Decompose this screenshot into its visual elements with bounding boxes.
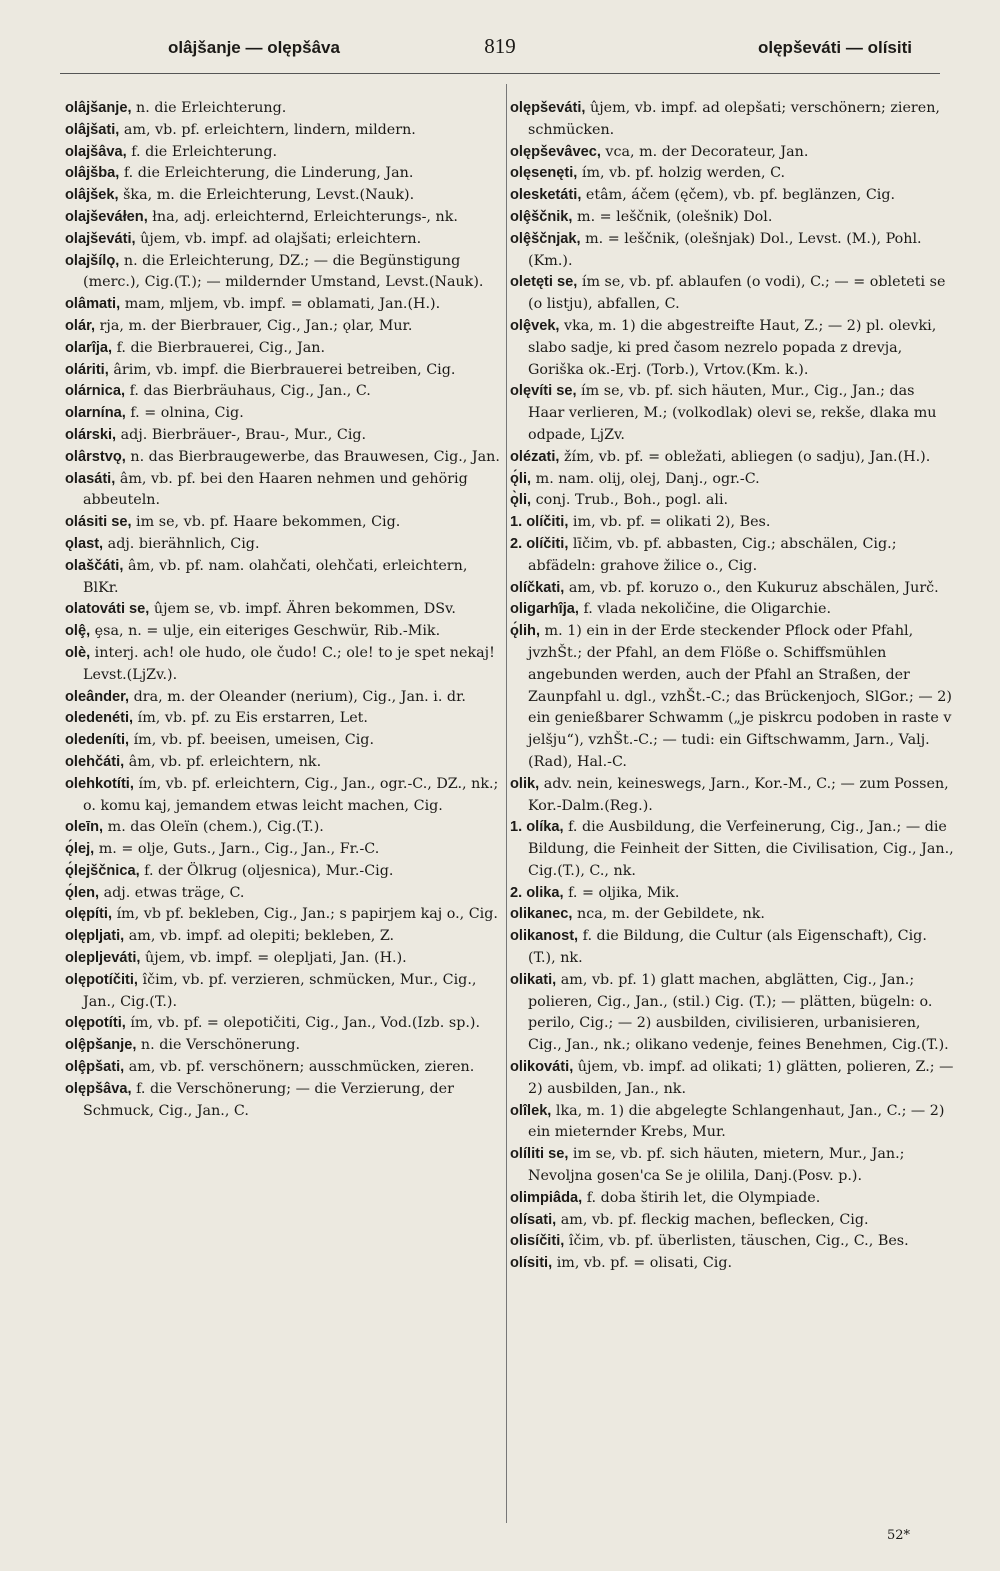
- entry-definition: am, vb. pf. verschönern; ausschmücken, zieren.: [124, 1059, 475, 1076]
- dictionary-entry: [510, 1210, 954, 1232]
- dictionary-entry: [510, 970, 954, 1057]
- entry-headword: olasáti,: [65, 470, 116, 487]
- dictionary-entry: [510, 1253, 954, 1275]
- dictionary-entry: [65, 338, 505, 360]
- entry-headword: 2. olíčiti,: [510, 535, 569, 552]
- entry-definition: n. die Verschönerung.: [136, 1037, 301, 1054]
- entry-definition: n. das Bierbraugewerbe, das Brauwesen, Cig., Jan.: [125, 448, 500, 465]
- dictionary-entry: [65, 621, 505, 643]
- entry-definition: etâm, áčem (ęčem), vb. pf. beglänzen, Cig.: [581, 187, 896, 204]
- entry-headword: olępšâva,: [65, 1080, 132, 1097]
- entry-definition: łna, adj. erleichternd, Erleichterungs-, nk.: [147, 208, 458, 225]
- entry-definition: ím, vb pf. bekleben, Cig., Jan.; s papirjem kaj o., Cig.: [112, 906, 498, 923]
- entry-headword: olępíti,: [65, 906, 113, 923]
- entry-headword: olikanost,: [510, 928, 579, 945]
- entry-definition: am, vb. pf. koruzo o., den Kukuruz abschälen, Jurč.: [564, 579, 939, 596]
- dictionary-entry: [510, 578, 954, 600]
- entry-definition: ûjem, vb. impf. = olepljati, Jan. (H.).: [140, 950, 407, 967]
- entry-definition: ím, vb. pf. = olepotičiti, Cig., Jan., Vod.(Izb. sp.).: [125, 1015, 481, 1032]
- entry-definition: im, vb. pf. = olisati, Cig.: [552, 1255, 733, 1272]
- entry-headword: olâjšba,: [65, 165, 120, 182]
- entry-definition: līčim, vb. pf. abbasten, Cig.; abschälen, Cig.; abfädeln: grahove žilice o., Cig.: [528, 535, 897, 574]
- dictionary-entry: [65, 817, 505, 839]
- dictionary-entry: [65, 120, 505, 142]
- entry-headword: olâjšati,: [65, 121, 120, 138]
- dictionary-entry: [65, 142, 505, 164]
- dictionary-entry: [65, 774, 505, 818]
- entry-definition: m. nam. olij, olej, Danj., ogr.-C.: [531, 470, 760, 487]
- entry-headword: olézati,: [510, 448, 560, 465]
- dictionary-entry: [510, 926, 954, 970]
- entry-definition: f. die Verschönerung; — die Verzierung, der Schmuck, Cig., Jan., C.: [83, 1080, 454, 1119]
- dictionary-entry: [510, 512, 954, 534]
- dictionary-entry: [510, 599, 954, 621]
- entry-headword: oligarhîja,: [510, 601, 579, 618]
- entry-headword: ǫ́len,: [65, 884, 100, 901]
- entry-headword: ǫ́li,: [510, 470, 532, 487]
- dictionary-entry: [510, 1101, 954, 1145]
- dictionary-entry: [65, 948, 505, 970]
- column-divider: [506, 84, 507, 1523]
- left-column: [65, 98, 505, 1122]
- right-column: [510, 98, 954, 1275]
- entry-headword: olîlek,: [510, 1102, 552, 1119]
- dictionary-entry: [510, 185, 954, 207]
- dictionary-entry: [510, 534, 954, 578]
- entry-headword: olik,: [510, 775, 540, 792]
- dictionary-entry: [65, 185, 505, 207]
- entry-definition: f. der Ölkrug (oljesnica), Mur.-Cig.: [139, 862, 394, 879]
- entry-headword: olíčkati,: [510, 579, 565, 596]
- dictionary-entry: [510, 229, 954, 273]
- entry-definition: adv. nein, keineswegs, Jarn., Kor.-M., C.; — zum Possen, Kor.-Dalm.(Reg.).: [528, 775, 949, 814]
- dictionary-entry: [65, 163, 505, 185]
- entry-headword: olikováti,: [510, 1059, 574, 1076]
- entry-headword: olehčáti,: [65, 753, 125, 770]
- entry-headword: olęsenęti,: [510, 165, 578, 182]
- entry-definition: im, vb. pf. = olikati 2), Bes.: [568, 514, 771, 531]
- dictionary-entry: [510, 316, 954, 381]
- entry-headword: olâmati,: [65, 296, 121, 313]
- entry-headword: olár,: [65, 317, 96, 334]
- entry-headword: olępševáti,: [510, 100, 586, 116]
- entry-definition: am, vb. pf. erleichtern, lindern, mildern.: [119, 121, 416, 138]
- dictionary-entry: [510, 469, 954, 491]
- dictionary-entry: [65, 512, 505, 534]
- dictionary-entry: [65, 643, 505, 687]
- dictionary-entry: [510, 1231, 954, 1253]
- entry-definition: f. die Bildung, die Cultur (als Eigenschaft), Cig.(T.), nk.: [528, 928, 927, 967]
- entry-headword: olâjšanje,: [65, 100, 132, 116]
- dictionary-entry: [65, 381, 505, 403]
- entry-headword: olehkotíti,: [65, 775, 134, 792]
- entry-definition: âm, vb. pf. bei den Haaren nehmen und gehörig abbeuteln.: [83, 470, 468, 509]
- entry-headword: olępotíti,: [65, 1015, 126, 1032]
- entry-definition: ûjem, vb. impf. ad olepšati; verschönern; zieren, schmücken.: [528, 100, 940, 138]
- entry-headword: olisíčiti,: [510, 1233, 565, 1250]
- page-number: 819: [484, 34, 516, 58]
- entry-definition: m. = leščnik, (olešnjak) Dol., Levst. (M.), Pohl.(Km.).: [528, 230, 922, 269]
- entry-definition: conj. Trub., Boh., pogl. ali.: [531, 492, 729, 509]
- entry-headword: olimpiâda,: [510, 1189, 583, 1206]
- entry-headword: oláriti,: [65, 361, 109, 378]
- entry-definition: ûjem, vb. impf. ad olajšati; erleichtern.: [135, 230, 422, 247]
- entry-definition: adj. bierähnlich, Cig.: [103, 535, 260, 552]
- dictionary-entry: [510, 1057, 954, 1101]
- dictionary-entry: [65, 839, 505, 861]
- dictionary-entry: [510, 207, 954, 229]
- entry-definition: ím, vb. pf. zu Eis erstarren, Let.: [133, 710, 368, 727]
- entry-definition: f. doba štirih let, die Olympiade.: [582, 1189, 821, 1206]
- dictionary-entry: [65, 229, 505, 251]
- entry-definition: dra, m. der Oleander (nerium), Cig., Jan. i. dr.: [129, 688, 466, 705]
- entry-definition: m. 1) ein in der Erde steckender Pflock oder Pfahl, jvzhŠt.; der Pfahl, an dem Flöße o. Schiffsmühlen angebunden werden, auch der Pfahl an Straßen, der Zaunpfahl u. dgl., vzhŠt.-C.; das Brückenjoch, SlGor.; — 2) ein genießbarer Schwamm („je piskrcu podoben in raste v jelšju“), vzhŠt.-C.; — tudi: ein Giftschwamm, Jarn., Valj.(Rad), Hal.-C.: [528, 623, 952, 770]
- entry-definition: f. = olnina, Cig.: [125, 405, 244, 422]
- entry-definition: ška, m. die Erleichterung, Levst.(Nauk).: [118, 187, 415, 204]
- entry-headword: oleânder,: [65, 688, 130, 705]
- entry-definition: ûjem se, vb. impf. Ähren bekommen, DSv.: [149, 601, 456, 618]
- dictionary-entry: [65, 1079, 505, 1123]
- entry-definition: n. die Erleichterung.: [131, 100, 287, 116]
- entry-headword: ǫ́lej,: [65, 841, 95, 858]
- entry-headword: ǫ́lih,: [510, 623, 540, 640]
- dictionary-entry: [510, 904, 954, 926]
- entry-headword: olarnína,: [65, 405, 126, 422]
- entry-headword: olikanec,: [510, 906, 573, 923]
- entry-headword: olaščáti,: [65, 557, 124, 574]
- dictionary-entry: [510, 142, 954, 164]
- dictionary-entry: [65, 752, 505, 774]
- entry-definition: am, vb. impf. ad olepiti; bekleben, Z.: [124, 928, 395, 945]
- entry-headword: ǫ́lejščnica,: [65, 862, 140, 879]
- entry-headword: olepljeváti,: [65, 950, 141, 967]
- dictionary-entry: [65, 926, 505, 948]
- entry-definition: ûjem, vb. impf. ad olikati; 1) glätten, polieren, Z.; — 2) ausbilden, Jan., nk.: [528, 1059, 954, 1097]
- dictionary-entry: [65, 1057, 505, 1079]
- entry-definition: âm, vb. pf. erleichtern, nk.: [124, 753, 322, 770]
- entry-definition: im se, vb. pf. sich häuten, mietern, Mur., Jan.; Nevoljna gosen'ca Se je olilila, Danj.(Posv. p.).: [528, 1146, 905, 1185]
- dictionary-entry: [510, 272, 954, 316]
- header-rule: [60, 73, 940, 74]
- entry-headword: 1. olíka,: [510, 819, 564, 836]
- entry-headword: olępljati,: [65, 928, 125, 945]
- entry-headword: olíliti se,: [510, 1146, 569, 1163]
- entry-definition: m. das Oleïn (chem.), Cig.(T.).: [103, 819, 324, 836]
- entry-definition: adj. etwas träge, C.: [99, 884, 245, 901]
- entry-definition: f. die Erleichterung, die Linderung, Jan.: [119, 165, 414, 182]
- entry-headword: olajševáłen,: [65, 208, 148, 225]
- dictionary-entry: [65, 883, 505, 905]
- entry-headword: olikati,: [510, 971, 557, 988]
- entry-definition: nca, m. der Gebildete, nk.: [572, 906, 765, 923]
- entry-definition: ím se, vb. pf. ablaufen (o vodi), C.; — = obleteti se (o listju), abfallen, C.: [528, 274, 946, 313]
- dictionary-entry: [510, 817, 954, 882]
- dictionary-entry: [65, 556, 505, 600]
- dictionary-entry: [65, 360, 505, 382]
- running-head: [60, 30, 940, 62]
- entry-headword: olępševâvec,: [510, 143, 601, 160]
- entry-definition: f. die Ausbildung, die Verfeinerung, Cig., Jan.; — die Bildung, die Feinheit der Sitten, die Civilisation, Cig., Jan., Cig.(T.), C., nk.: [528, 819, 954, 879]
- dictionary-entry: [65, 425, 505, 447]
- entry-definition: îčim, vb. pf. verzieren, schmücken, Mur., Cig., Jan., Cig.(T.).: [83, 971, 477, 1010]
- entry-headword: oleīn,: [65, 819, 104, 836]
- entry-definition: vka, m. 1) die abgestreifte Haut, Z.; — 2) pl. olevki, slabo sadje, ki pred časom nezrelo popada z drevja, Goriška ok.-Erj. (Torb.), Vrtov.(Km. k.).: [528, 317, 937, 378]
- dictionary-entry: [510, 1144, 954, 1188]
- entry-headword: oledenéti,: [65, 710, 134, 727]
- dictionary-entry: [65, 294, 505, 316]
- entry-definition: ârim, vb. impf. die Bierbrauerei betreiben, Cig.: [108, 361, 456, 378]
- dictionary-entry: [65, 599, 505, 621]
- dictionary-entry: [65, 970, 505, 1014]
- entry-headword: olásiti se,: [65, 514, 132, 531]
- entry-definition: adj. Bierbräuer-, Brau-, Mur., Cig.: [116, 426, 367, 443]
- dictionary-entry: [65, 447, 505, 469]
- entry-headword: olârstvǫ,: [65, 448, 126, 465]
- dictionary-entry: [65, 469, 505, 513]
- entry-definition: ím, vb. pf. holzig werden, C.: [577, 165, 786, 182]
- entry-definition: f. = oljika, Mik.: [563, 884, 680, 901]
- entry-definition: ím, vb. pf. erleichtern, Cig., Jan., ogr.-C., DZ., nk.; o. komu kaj, jemandem etwas leicht machen, Cig.: [83, 775, 499, 814]
- entry-definition: îčim, vb. pf. überlisten, täuschen, Cig., C., Bes.: [564, 1233, 909, 1250]
- dictionary-entry: [65, 207, 505, 229]
- dictionary-entry: [65, 98, 505, 120]
- entry-headword: olȩ̂vek,: [510, 317, 560, 334]
- header-right-range: olępševáti — olísiti: [758, 38, 912, 57]
- entry-headword: olajšâva,: [65, 143, 127, 160]
- entry-headword: olȩ̂pšati,: [65, 1059, 125, 1076]
- entry-headword: ǫlast,: [65, 535, 104, 552]
- entry-definition: ím se, vb. pf. sich häuten, Mur., Cig., Jan.; das Haar verlieren, M.; (volkodlak) olevi se, rekše, dlaka mu odpade, LjZv.: [528, 383, 937, 443]
- entry-headword: oledeníti,: [65, 732, 130, 749]
- entry-headword: 2. olika,: [510, 884, 564, 901]
- entry-headword: olajševáti,: [65, 230, 136, 247]
- entry-definition: im se, vb. pf. Haare bekommen, Cig.: [131, 514, 401, 531]
- dictionary-entry: [510, 621, 954, 774]
- dictionary-entry: [65, 708, 505, 730]
- dictionary-entry: [65, 1013, 505, 1035]
- dictionary-entry: [510, 163, 954, 185]
- dictionary-entry: [510, 1188, 954, 1210]
- dictionary-entry: [510, 381, 954, 446]
- entry-headword: olárski,: [65, 426, 117, 443]
- entry-definition: âm, vb. pf. nam. olahčati, olehčati, erleichtern, BlKr.: [83, 557, 468, 596]
- entry-headword: 1. olíčiti,: [510, 514, 569, 531]
- entry-definition: f. die Erleichterung.: [126, 143, 278, 160]
- dictionary-entry: [510, 774, 954, 818]
- entry-definition: am, vb. pf. 1) glatt machen, abglätten, Cig., Jan.; polieren, Cig., Jan., (stil.) Cig. (T.); — plätten, bügeln: o. perilo, Cig.; — 2) ausbilden, civilisieren, urbanisieren, Cig., Jan., nk.; olikano vedenje, feines Benehmen, Cig.(T.).: [528, 971, 949, 1054]
- entry-headword: olísati,: [510, 1211, 557, 1228]
- entry-headword: ǫ̀li,: [510, 492, 532, 509]
- dictionary-entry: [65, 251, 505, 295]
- entry-definition: f. die Bierbrauerei, Cig., Jan.: [112, 339, 326, 356]
- entry-definition: am, vb. pf. fleckig machen, beflecken, Cig.: [556, 1211, 869, 1228]
- entry-headword: olȩ̂ščnik,: [510, 208, 573, 225]
- entry-headword: olarîja,: [65, 339, 113, 356]
- entry-definition: lka, m. 1) die abgelegte Schlangenhaut, Jan., C.; — 2) ein mieternder Krebs, Mur.: [528, 1102, 945, 1141]
- entry-definition: m. = olje, Guts., Jarn., Cig., Jan., Fr.-C.: [94, 841, 380, 858]
- entry-definition: vca, m. der Decorateur, Jan.: [600, 143, 809, 160]
- entry-definition: f. das Bierbräuhaus, Cig., Jan., C.: [125, 383, 371, 400]
- dictionary-entry: [65, 730, 505, 752]
- dictionary-entry: [65, 904, 505, 926]
- entry-headword: olísiti,: [510, 1255, 553, 1272]
- entry-definition: žím, vb. pf. = obležati, abliegen (o sadju), Jan.(H.).: [559, 448, 931, 465]
- entry-definition: n. die Erleichterung, DZ.; — die Begünstigung (merc.), Cig.(T.); — mildernder Umstand, Levst.(Nauk).: [83, 252, 484, 291]
- entry-headword: olajšílǫ,: [65, 252, 120, 269]
- dictionary-entry: [510, 490, 954, 512]
- entry-definition: interj. ach! ole hudo, ole čudo! C.; ole! to je spet nekaj! Levst.(LjZv.).: [83, 644, 495, 683]
- signature-mark: 52*: [886, 1528, 910, 1543]
- dictionary-entry: [65, 687, 505, 709]
- entry-definition: m. = leščnik, (olešnik) Dol.: [572, 208, 773, 225]
- entry-headword: oletęti se,: [510, 274, 578, 291]
- dictionary-entry: [65, 534, 505, 556]
- dictionary-entry: [510, 98, 954, 142]
- header-left-range: olâjšanje — olępšâva: [168, 38, 340, 57]
- entry-headword: olâjšek,: [65, 187, 119, 204]
- entry-headword: olȩ̂ščnjak,: [510, 230, 581, 247]
- dictionary-entry: [65, 1035, 505, 1057]
- entry-definition: ȩsa, n. = ulje, ein eiteriges Geschwür, Rib.-Mik.: [90, 623, 441, 640]
- entry-headword: olȩ̂pšanje,: [65, 1037, 137, 1054]
- entry-headword: olesketáti,: [510, 187, 582, 204]
- entry-headword: olępotíčiti,: [65, 971, 138, 988]
- dictionary-entry: [510, 883, 954, 905]
- entry-definition: rja, m. der Bierbrauer, Cig., Jan.; ǫlar, Mur.: [95, 317, 413, 334]
- entry-headword: olárnica,: [65, 383, 126, 400]
- entry-definition: f. vlada nekoličine, die Oligarchie.: [578, 601, 832, 618]
- entry-headword: olè,: [65, 644, 91, 661]
- dictionary-entry: [65, 316, 505, 338]
- dictionary-entry: [65, 403, 505, 425]
- entry-headword: olatováti se,: [65, 601, 150, 618]
- entry-headword: olȩ̂,: [65, 623, 91, 640]
- dictionary-entry: [65, 861, 505, 883]
- entry-definition: ím, vb. pf. beeisen, umeisen, Cig.: [129, 732, 375, 749]
- entry-definition: mam, mljem, vb. impf. = oblamati, Jan.(H.).: [120, 296, 441, 313]
- entry-headword: olęvíti se,: [510, 383, 577, 400]
- dictionary-entry: [510, 447, 954, 469]
